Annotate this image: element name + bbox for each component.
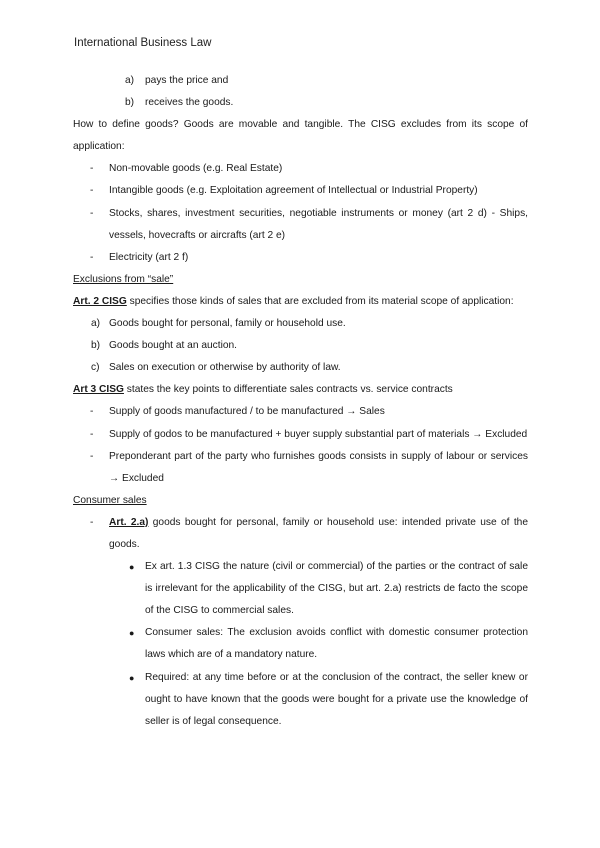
list-item	[73, 180, 528, 202]
list-item-text: Supply of godos to be manufactured + buyer supply substantial part of materials → Excluded	[109, 428, 528, 440]
list-item-text: Ex art. 1.3 CISG the nature (civil or commercial) of the parties or the contract of sale is irrelevant for the applicability of the CISG, but art. 2.a) restricts de facto the scope of the CISG to commercial sales.	[145, 561, 528, 617]
dash-marker: -	[90, 406, 94, 418]
list-marker: c)	[91, 362, 100, 374]
list-item	[73, 512, 528, 556]
dash-marker: -	[90, 428, 94, 440]
bullet-icon: ●	[129, 562, 135, 573]
goods-definition-paragraph: How to define goods? Goods are movable and tangible. The CISG excludes from its scope of application:	[73, 119, 528, 153]
consumer-heading: Consumer sales	[73, 494, 147, 506]
list-item-text: Goods bought for personal, family or household use.	[109, 318, 346, 330]
list-item	[73, 556, 528, 622]
dash-marker: -	[90, 185, 94, 197]
bullet-icon: ●	[129, 672, 135, 683]
list-item	[73, 247, 528, 269]
list-item-text: Goods bought at an auction.	[109, 340, 238, 352]
document-body	[73, 70, 528, 733]
list-item-text: Required: at any time before or at the conclusion of the contract, the seller knew or ought to have known that the goods were bought for a private use the knowledge of seller is of legal consequence.	[145, 671, 528, 727]
list-item-text: Consumer sales: The exclusion avoids conflict with domestic consumer protection laws which are of a mandatory nature.	[145, 627, 528, 661]
list-item-text: Sales on execution or otherwise by authority of law.	[109, 362, 341, 374]
list-marker: b)	[125, 97, 135, 109]
art2-text: specifies those kinds of sales that are excluded from its material scope of application:	[126, 295, 514, 307]
list-item-text: Non-movable goods (e.g. Real Estate)	[109, 163, 283, 175]
page-header: International Business Law	[74, 37, 212, 49]
art2-paragraph	[73, 291, 528, 313]
art2-label: Art. 2 CISG	[73, 295, 127, 307]
consumer-label: Art. 2.a)	[109, 516, 149, 528]
list-item-text: Stocks, shares, investment securities, negotiable instruments or money (art 2 d) - Ships, vessels, hovecrafts or aircrafts (art 2 e)	[109, 207, 528, 241]
exclusions-heading: Exclusions from “sale”	[73, 273, 174, 285]
list-item-text: receives the goods.	[145, 97, 234, 109]
art3-paragraph	[73, 379, 528, 401]
list-item	[73, 335, 528, 357]
list-item	[73, 70, 528, 92]
list-item	[73, 158, 528, 180]
list-item	[73, 92, 528, 114]
dash-marker: -	[90, 163, 94, 175]
art3-text: states the key points to differentiate sales contracts vs. service contracts	[123, 384, 453, 396]
list-item-text: Preponderant part of the party who furnishes goods consists in supply of labour or services → Excluded	[109, 450, 528, 484]
list-item-text: pays the price and	[145, 75, 229, 86]
list-item-text: Electricity (art 2 f)	[109, 251, 189, 263]
list-marker: b)	[91, 340, 101, 352]
dash-marker: -	[90, 450, 94, 462]
list-item	[73, 203, 528, 247]
list-item-text: Supply of goods manufactured / to be manufactured → Sales	[109, 406, 385, 418]
list-item	[73, 667, 528, 733]
list-marker: a)	[125, 75, 135, 86]
list-item	[73, 313, 528, 335]
dash-marker: -	[90, 516, 94, 528]
bullet-icon: ●	[129, 628, 135, 639]
consumer-text: goods bought for personal, family or household use: intended private use of the goods.	[109, 516, 528, 550]
dash-marker: -	[90, 207, 94, 219]
list-item	[73, 357, 528, 379]
list-item	[73, 401, 528, 423]
dash-marker: -	[90, 251, 94, 263]
list-item	[73, 424, 528, 446]
list-item-text: Intangible goods (e.g. Exploitation agreement of Intellectual or Industrial Property)	[109, 185, 478, 197]
list-item	[73, 446, 528, 490]
list-marker: a)	[91, 318, 101, 330]
list-item	[73, 622, 528, 666]
art3-label: Art 3 CISG	[73, 384, 124, 396]
